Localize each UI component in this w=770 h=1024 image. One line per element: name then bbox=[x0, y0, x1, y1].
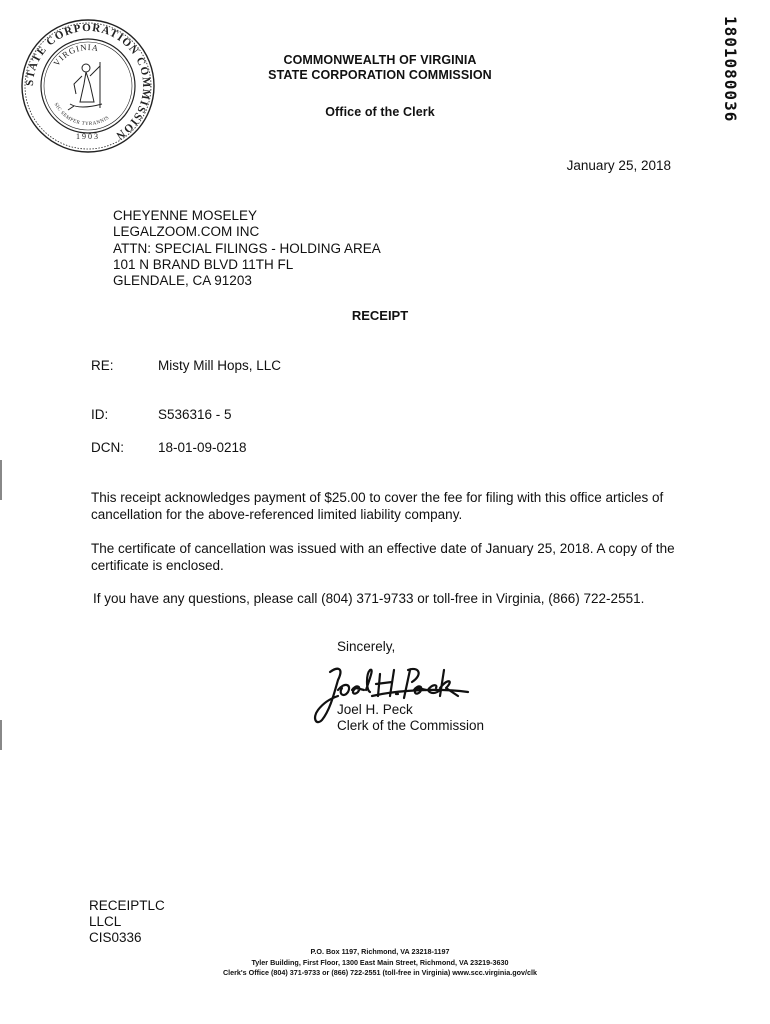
seal-outer-text: STATE CORPORATION COMMISSION bbox=[23, 21, 153, 142]
address-line: CHEYENNE MOSELEY bbox=[113, 208, 258, 223]
header-commission: STATE CORPORATION COMMISSION bbox=[268, 68, 492, 82]
scan-edge-mark bbox=[0, 460, 2, 500]
re-label: RE: bbox=[91, 358, 114, 373]
id-label: ID: bbox=[91, 407, 109, 422]
header-commonwealth: COMMONWEALTH OF VIRGINIA bbox=[283, 53, 477, 67]
footer bbox=[120, 947, 640, 979]
body-paragraph-payment: This receipt acknowledges payment of $25.00 to cover the fee for filing with this office articles of cancellation for the above-referenced limited liability company. bbox=[91, 490, 664, 522]
dcn-label: DCN: bbox=[91, 440, 124, 455]
closing-salutation: Sincerely, bbox=[337, 639, 396, 654]
signer-name: Joel H. Peck bbox=[337, 702, 413, 717]
svg-text:SIC SEMPER TYRANNIS bbox=[53, 102, 111, 127]
address-line: 101 N BRAND BLVD 11TH FL bbox=[113, 256, 294, 272]
seal-inner-text: VIRGINIA bbox=[51, 41, 101, 68]
id-value: S536316 - 5 bbox=[158, 407, 232, 422]
seal-figure-icon bbox=[68, 62, 102, 110]
seal-year: 1903 bbox=[76, 132, 100, 141]
document-codes bbox=[89, 898, 165, 946]
footer-po-box: P.O. Box 1197, Richmond, VA 23218-1197 bbox=[310, 947, 450, 956]
svg-text:VIRGINIA bbox=[51, 42, 100, 68]
document-number-stamp bbox=[700, 10, 760, 160]
state-corporation-commission-seal bbox=[20, 18, 156, 154]
re-value: Misty Mill Hops, LLC bbox=[158, 358, 282, 373]
body-paragraph-certificate: The certificate of cancellation was issued with an effective date of January 25, 2018. A copy of the certificate is enclosed. bbox=[91, 541, 675, 573]
footer-street-address: Tyler Building, First Floor, 1300 East Main Street, Richmond, VA 23219-3630 bbox=[251, 957, 509, 967]
letter-date: January 25, 2018 bbox=[566, 158, 671, 173]
code-line: LLCL bbox=[89, 914, 122, 929]
footer-contact: Clerk's Office (804) 371-9733 or (866) 722-2551 (toll-free in Virginia) www.scc.virginia.gov/clk bbox=[222, 968, 538, 977]
receipt-title: RECEIPT bbox=[351, 308, 409, 323]
address-line: ATTN: SPECIAL FILINGS - HOLDING AREA bbox=[113, 240, 381, 256]
address-line: LEGALZOOM.COM INC bbox=[113, 224, 260, 240]
dcn-value: 18-01-09-0218 bbox=[158, 440, 247, 455]
seal-motto: SIC SEMPER TYRANNIS bbox=[52, 102, 111, 128]
code-line: RECEIPTLC bbox=[89, 898, 165, 913]
scan-edge-mark bbox=[0, 720, 2, 750]
address-line: GLENDALE, CA 91203 bbox=[113, 273, 252, 289]
header-office: Office of the Clerk bbox=[325, 105, 435, 119]
recipient-address bbox=[113, 208, 613, 289]
code-line: CIS0336 bbox=[89, 930, 142, 945]
document-number: 1801080036 bbox=[721, 16, 740, 123]
body-paragraph-questions: If you have any questions, please call (804) 371-9733 or toll-free in Virginia, (866) 722-2551. bbox=[93, 591, 645, 606]
signer-title: Clerk of the Commission bbox=[337, 718, 485, 733]
